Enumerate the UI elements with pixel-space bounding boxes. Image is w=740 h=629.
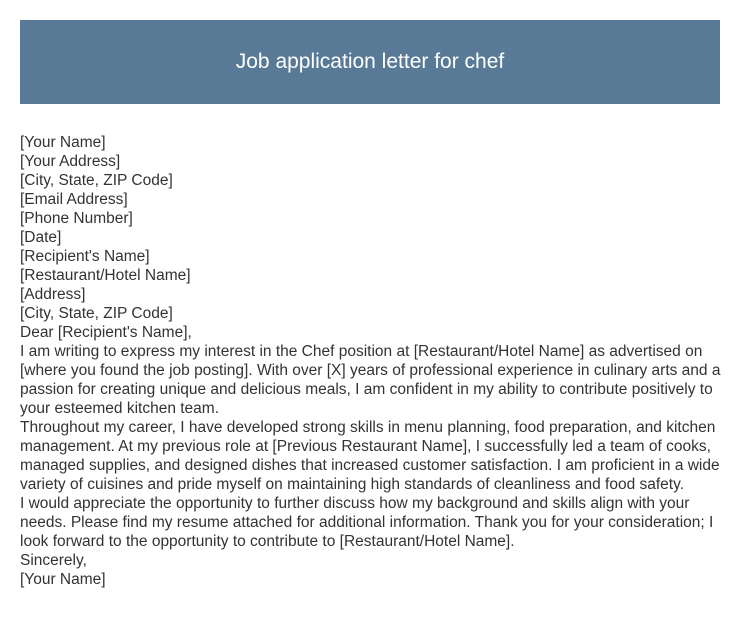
sender-city-state-zip: [City, State, ZIP Code] <box>20 172 173 189</box>
page-header <box>20 20 720 104</box>
recipient-organization: [Restaurant/Hotel Name] <box>20 267 191 284</box>
recipient-address: [Address] <box>20 286 86 303</box>
letter-date: [Date] <box>20 229 62 246</box>
paragraph-experience: Throughout my career, I have developed strong skills in menu planning, food preparation, and kitchen management. At my previous role at [Previous Restaurant Name], I successfully led a team of cooks, managed supplies, and designed dishes that increased customer satisfaction. I am proficient in a wide variety of cuisines and pride myself on maintaining high standards of cleanliness and food safety. <box>20 419 720 493</box>
salutation: Dear [Recipient's Name], <box>20 324 192 341</box>
sender-name: [Your Name] <box>20 134 106 151</box>
recipient-city-state-zip: [City, State, ZIP Code] <box>20 305 173 322</box>
sender-phone: [Phone Number] <box>20 210 133 227</box>
closing: Sincerely, <box>20 552 87 569</box>
page-title: Job application letter for chef <box>235 50 505 73</box>
paragraph-closing: I would appreciate the opportunity to further discuss how my background and skills align with your needs. Please find my resume attached for additional information. Thank you for your consideration; I look forward to the opportunity to contribute to [Restaurant/Hotel Name]. <box>20 495 714 550</box>
sender-email: [Email Address] <box>20 191 128 208</box>
paragraph-intro: I am writing to express my interest in the Chef position at [Restaurant/Hotel Name] as advertised on [where you found the job posting]. With over [X] years of professional experience in culinary arts and a passion for creating unique and delicious meals, I am confident in my ability to contribute positively to your esteemed kitchen team. <box>20 343 721 417</box>
signature: [Your Name] <box>20 571 106 588</box>
letter-body <box>20 133 726 589</box>
sender-address: [Your Address] <box>20 153 121 170</box>
recipient-name: [Recipient's Name] <box>20 248 150 265</box>
